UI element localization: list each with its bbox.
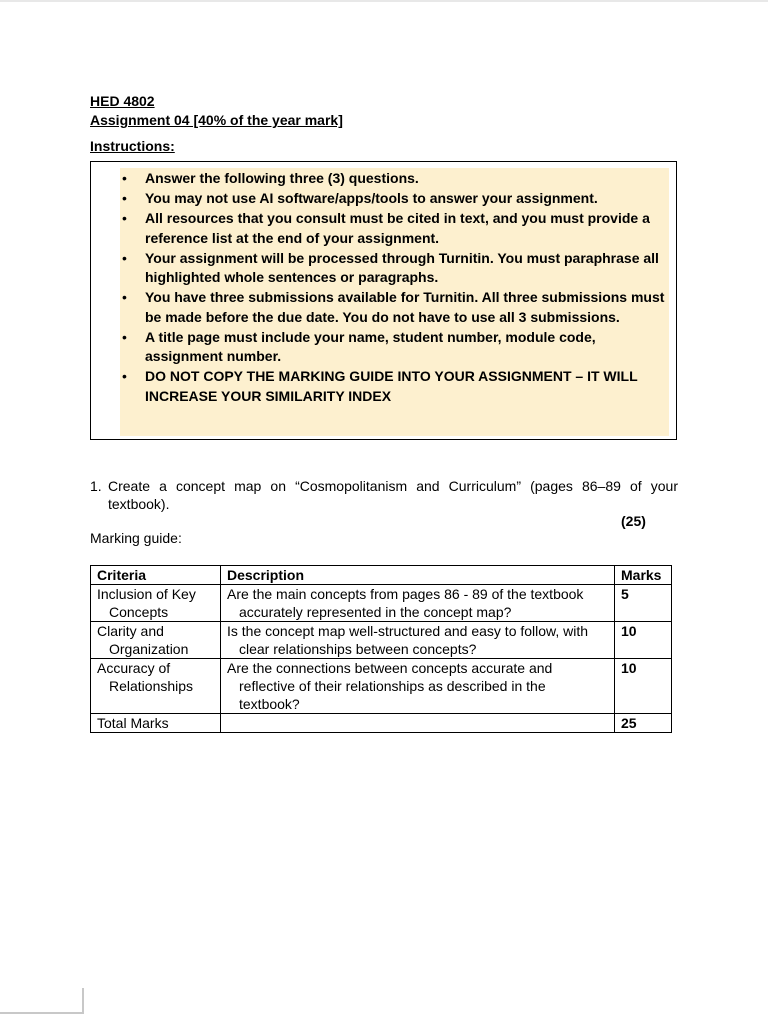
description-cell: Are the main concepts from pages 86 - 89 of the textbook accurately represented in the concept map? — [221, 585, 615, 622]
header-marks: Marks — [615, 566, 672, 585]
description-cell: Is the concept map well-structured and easy to follow, with clear relationships between concepts? — [221, 622, 615, 659]
table-row — [91, 585, 672, 622]
header-description: Description — [221, 566, 615, 585]
marking-guide-table — [90, 565, 672, 733]
total-row — [91, 714, 672, 733]
instruction-text: DO NOT COPY THE MARKING GUIDE INTO YOUR ASSIGNMENT – IT WILL INCREASE YOUR SIMILARITY INDEX — [145, 368, 638, 404]
marking-guide-label: Marking guide: — [90, 530, 182, 546]
question-number: 1. — [90, 478, 102, 494]
assignment-title: Assignment 04 [40% of the year mark] — [90, 112, 343, 128]
instruction-text: All resources that you consult must be cited in text, and you must provide a reference list at the end of your assignment. — [145, 210, 650, 246]
instruction-text: You may not use AI software/apps/tools to answer your assignment. — [145, 190, 598, 206]
instruction-text: A title page must include your name, student number, module code, assignment number. — [145, 328, 596, 364]
total-marks-cell: 25 — [615, 714, 672, 733]
instruction-item — [91, 209, 671, 248]
instruction-text: Answer the following three (3) questions. — [145, 170, 419, 186]
question-marks: (25) — [621, 513, 646, 529]
marks-cell: 10 — [615, 622, 672, 659]
instructions-list — [91, 169, 671, 407]
page-top-edge — [0, 0, 768, 2]
bullet-icon: • — [122, 328, 127, 345]
criteria-cell: Inclusion of Key Concepts — [91, 585, 221, 622]
instruction-item — [91, 249, 671, 288]
question-1 — [90, 477, 678, 513]
instruction-item — [91, 189, 671, 209]
bullet-icon: • — [122, 368, 127, 384]
page-corner-mark — [0, 988, 84, 1014]
instruction-item — [91, 288, 671, 327]
table-row — [91, 659, 672, 714]
question-text: Create a concept map on “Cosmopolitanism and Curriculum” (pages 86–89 of your textbook). — [108, 478, 678, 512]
bullet-icon: • — [122, 249, 127, 266]
bullet-icon: • — [122, 170, 127, 186]
table-row — [91, 622, 672, 659]
instruction-item — [91, 169, 671, 189]
instruction-item — [91, 367, 671, 406]
bullet-icon: • — [122, 190, 127, 206]
bullet-icon: • — [122, 289, 127, 305]
course-code: HED 4802 — [90, 93, 155, 109]
instruction-item — [91, 328, 671, 367]
instruction-text: Your assignment will be processed through Turnitin. You must paraphrase all highlighted whole sentences or paragraphs. — [145, 249, 659, 285]
marks-cell: 10 — [615, 659, 672, 714]
bullet-icon: • — [122, 210, 127, 226]
header-criteria: Criteria — [91, 566, 221, 585]
criteria-cell: Clarity and Organization — [91, 622, 221, 659]
criteria-cell: Accuracy of Relationships — [91, 659, 221, 714]
table-header-row — [91, 566, 672, 585]
total-description-cell — [221, 714, 615, 733]
instructions-box — [90, 161, 677, 440]
instruction-text: You have three submissions available for Turnitin. All three submissions must be made before the due date. You do not have to use all 3 submissions. — [145, 289, 665, 325]
marks-cell: 5 — [615, 585, 672, 622]
instructions-heading: Instructions: — [90, 138, 175, 154]
description-cell: Are the connections between concepts accurate and reflective of their relationships as described in the textbook? — [221, 659, 615, 714]
total-label-cell: Total Marks — [91, 714, 221, 733]
